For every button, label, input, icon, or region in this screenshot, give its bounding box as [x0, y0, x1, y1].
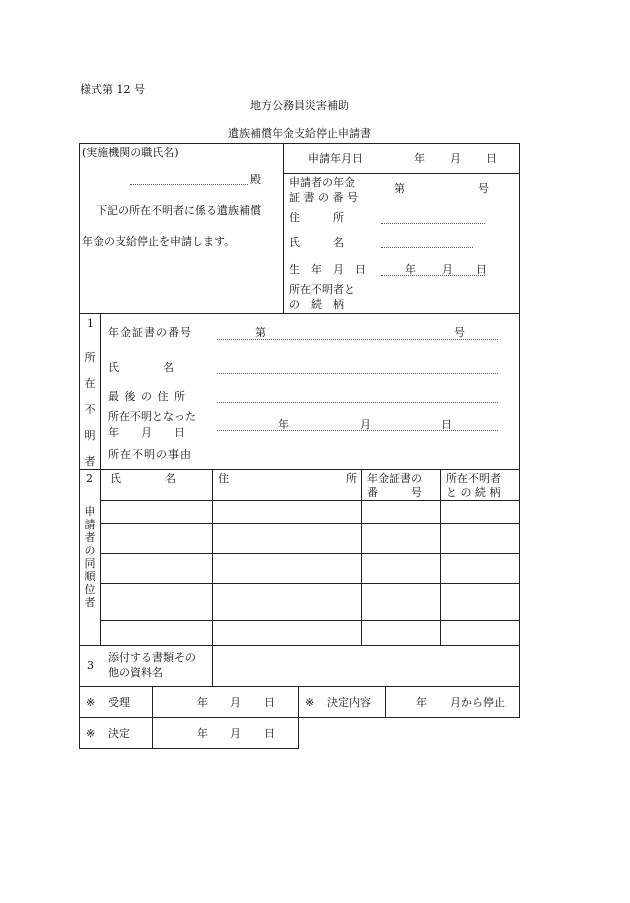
- s1-cert-dai: 第: [255, 326, 266, 339]
- section2-side-label: 申請者の同順位者: [84, 505, 96, 609]
- s3-label-2: 他の資料名: [108, 666, 163, 679]
- apply-year: 年: [414, 152, 425, 165]
- s1-last-address-field[interactable]: [217, 402, 498, 403]
- decision-day: 日: [264, 727, 275, 740]
- receipt-label: 受理: [108, 696, 130, 709]
- s1-missing-month: 月: [360, 418, 371, 431]
- s1-missing-date-label: 所在不明となった: [108, 410, 196, 423]
- body-text-line2: 年金の支給停止を申請します。: [82, 235, 236, 248]
- s2-col-relation-2: と の 続 柄: [446, 486, 501, 499]
- apply-date-label: 申請年月日: [308, 152, 363, 165]
- s1-cert-go: 号: [454, 326, 465, 339]
- table-row[interactable]: [101, 621, 519, 645]
- decision-year: 年: [197, 727, 208, 740]
- table-row[interactable]: [101, 501, 519, 523]
- birth-day: 日: [476, 263, 487, 276]
- decision-content-month-stop: 月から停止: [450, 696, 505, 709]
- applicant-birth-field[interactable]: [381, 275, 485, 276]
- table-row[interactable]: [101, 524, 519, 553]
- applicant-birth-label: 生 年 月 日: [289, 263, 366, 276]
- agency-line[interactable]: [130, 184, 248, 185]
- applicant-address-field[interactable]: [381, 223, 485, 224]
- decision-mark: ※: [86, 727, 96, 740]
- applicant-name-label: 氏 名: [289, 236, 344, 249]
- section2-number: 2: [86, 472, 93, 485]
- s2-col-name: 氏 名: [110, 472, 176, 485]
- s1-name-field[interactable]: [217, 373, 498, 374]
- form-number: 様式第 12 号: [80, 83, 145, 96]
- s1-cert-field[interactable]: [217, 339, 498, 340]
- s1-missing-day: 日: [441, 418, 452, 431]
- relation-label-2: の 続 柄: [289, 298, 344, 311]
- decision-month: 月: [230, 727, 241, 740]
- applicant-cert-label: 申請者の年金: [289, 176, 355, 189]
- dono-label: 殿: [250, 173, 261, 186]
- receipt-mark: ※: [86, 696, 96, 709]
- form-title-line1: 地方公務員災害補助: [250, 99, 349, 112]
- s1-cert-label: 年金証書の番号: [108, 326, 192, 339]
- applicant-name-field[interactable]: [381, 247, 473, 248]
- relation-label: 所在不明者と: [289, 283, 355, 296]
- s2-col-address-2: 所: [346, 472, 357, 485]
- section3-number: 3: [87, 659, 94, 672]
- s2-col-address: 住: [218, 472, 229, 485]
- s1-last-address-label: 最 後 の 住 所: [108, 390, 186, 403]
- receipt-month: 月: [230, 696, 241, 709]
- form-title: 遺族補償年金支給停止申請書: [228, 127, 371, 140]
- body-text-line1: 下記の所在不明者に係る遺族補償: [96, 204, 261, 217]
- s2-col-cert: 年金証書の: [367, 472, 422, 485]
- receipt-year: 年: [197, 696, 208, 709]
- s1-missing-date-field[interactable]: [217, 430, 498, 431]
- receipt-day: 日: [264, 696, 275, 709]
- birth-year: 年: [405, 263, 416, 276]
- section1-side-label: 所在不明者: [84, 351, 96, 468]
- applicant-cert-go: 号: [478, 182, 489, 195]
- decision-content-label: 決定内容: [327, 696, 371, 709]
- s2-col-relation: 所在不明者: [446, 472, 501, 485]
- s3-attachments-field[interactable]: [213, 646, 519, 686]
- section1-number: 1: [87, 317, 94, 330]
- s3-label: 添付する書類その: [108, 651, 196, 664]
- applicant-cert-dai: 第: [394, 182, 405, 195]
- table-row[interactable]: [101, 584, 519, 620]
- apply-day: 日: [486, 152, 497, 165]
- s1-reason-label: 所在不明の事由: [108, 448, 192, 461]
- applicant-cert-label-2: 証 書 の 番 号: [289, 191, 358, 204]
- s1-name-label: 氏 名: [108, 361, 174, 374]
- decision-label: 決定: [108, 727, 130, 740]
- table-row[interactable]: [101, 554, 519, 583]
- s1-missing-date-label-2: 年 月 日: [108, 426, 185, 439]
- decision-content-mark: ※: [305, 696, 315, 709]
- applicant-address-label: 住 所: [289, 211, 344, 224]
- decision-content-year: 年: [416, 696, 427, 709]
- s1-missing-year: 年: [278, 418, 289, 431]
- agency-label: (実施機関の職氏名): [82, 146, 179, 159]
- apply-month: 月: [450, 152, 461, 165]
- s2-col-cert-2: 番 号: [367, 486, 422, 499]
- birth-month: 月: [442, 263, 453, 276]
